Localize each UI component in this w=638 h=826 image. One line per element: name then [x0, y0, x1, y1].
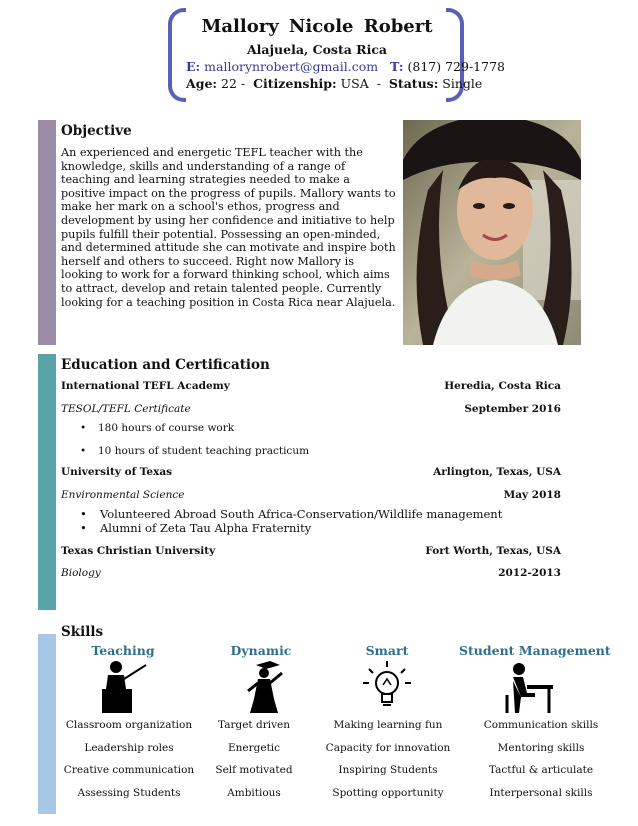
education-side-bar — [38, 354, 56, 610]
skill-heading: Student Management — [459, 643, 611, 658]
program-name: Environmental Science — [61, 489, 185, 501]
school-name: International TEFL Academy — [61, 380, 230, 392]
age-label: Age: — [186, 76, 218, 91]
list-item: Leadership roles — [84, 742, 174, 754]
skill-heading: Dynamic — [230, 643, 292, 658]
list-item: Assessing Students — [77, 787, 181, 799]
list-item: Ambitious — [227, 787, 281, 799]
profile-photo — [403, 120, 581, 345]
list-item: Self motivated — [215, 764, 293, 776]
list-item: Inspiring Students — [338, 764, 438, 776]
bullet-icon: • — [80, 507, 87, 521]
list-item: Interpersonal skills — [489, 787, 593, 799]
program-date: September 2016 — [464, 403, 561, 415]
skill-heading: Teaching — [91, 643, 155, 658]
citizenship-value: USA — [340, 76, 369, 91]
bullet-icon: • — [80, 422, 87, 434]
list-item: Capacity for innovation — [325, 742, 451, 754]
list-item: Energetic — [227, 742, 281, 754]
school-location: Fort Worth, Texas, USA — [425, 545, 561, 557]
objective-text: An experienced and energetic TEFL teacher with the knowledge, skills and understanding of a range of teaching and learning strategies needed to make a positive impact on the progress of pupils. Mallory wants to make her mark on a school's ethos, progress and development by using her confidence and initiative to help pupils fulfill their potential. Possessing an open-minded, and determined attitude she can motivate and inspire both herself and others to succeed. Right now Mallory is looking to work for a forward thinking school, which aims to attract, develop and retain talented people. Currently looking for a teaching position in Costa Rica near Alajuela. — [61, 146, 396, 309]
list-item: Spotting opportunity — [332, 787, 444, 799]
phone-number: (817) 729-1778 — [407, 59, 505, 74]
candidate-name: Mallory Nicole Robert — [201, 16, 433, 37]
list-item: Classroom organization — [65, 719, 193, 731]
skill-column-teaching — [53, 643, 193, 658]
school-name: Texas Christian University — [61, 545, 216, 557]
candidate-location: Alajuela, Costa Rica — [246, 42, 388, 57]
status-label: Status: — [388, 76, 439, 91]
program-date: May 2018 — [503, 489, 561, 501]
list-item: Mentoring skills — [497, 742, 585, 754]
bullet-icon: • — [80, 521, 87, 535]
teacher-icon — [96, 659, 152, 715]
skills-title: Skills — [61, 624, 104, 640]
school-location: Arlington, Texas, USA — [433, 466, 561, 478]
list-item: Making learning fun — [333, 719, 443, 731]
email-link[interactable]: mallorynrobert@gmail.com — [204, 59, 379, 74]
left-bracket-decoration — [168, 8, 186, 102]
age-value: 22 — [221, 76, 237, 91]
list-item: Target driven — [218, 719, 290, 731]
skill-column-dynamic — [191, 643, 331, 658]
school-location: Heredia, Costa Rica — [444, 380, 561, 392]
status-value: Single — [442, 76, 483, 91]
objective-title: Objective — [61, 123, 132, 139]
contact-line — [186, 59, 505, 74]
skill-column-smart — [317, 643, 457, 658]
skill-column-student-management — [459, 643, 611, 658]
student-desk-icon — [501, 659, 557, 715]
program-date: 2012-2013 — [498, 567, 561, 579]
program-name: Biology — [61, 567, 101, 579]
objective-side-bar — [38, 120, 56, 345]
program-name: TESOL/TEFL Certificate — [61, 403, 191, 415]
list-item: Creative communication — [63, 764, 195, 776]
skill-heading: Smart — [365, 643, 409, 658]
phone-label: T: — [390, 59, 404, 74]
email-label: E: — [186, 59, 201, 74]
list-item: Tactful & articulate — [488, 764, 594, 776]
bullet-icon: • — [80, 445, 87, 457]
graduate-icon — [236, 659, 292, 715]
personal-info-line: Age: 22 - Citizenship: USA - Status: Single — [186, 76, 483, 91]
school-name: University of Texas — [61, 466, 173, 478]
education-title: Education and Certification — [61, 357, 270, 373]
list-item: Communication skills — [483, 719, 599, 731]
lightbulb-icon — [359, 659, 415, 715]
citizenship-label: Citizenship: — [253, 76, 337, 91]
